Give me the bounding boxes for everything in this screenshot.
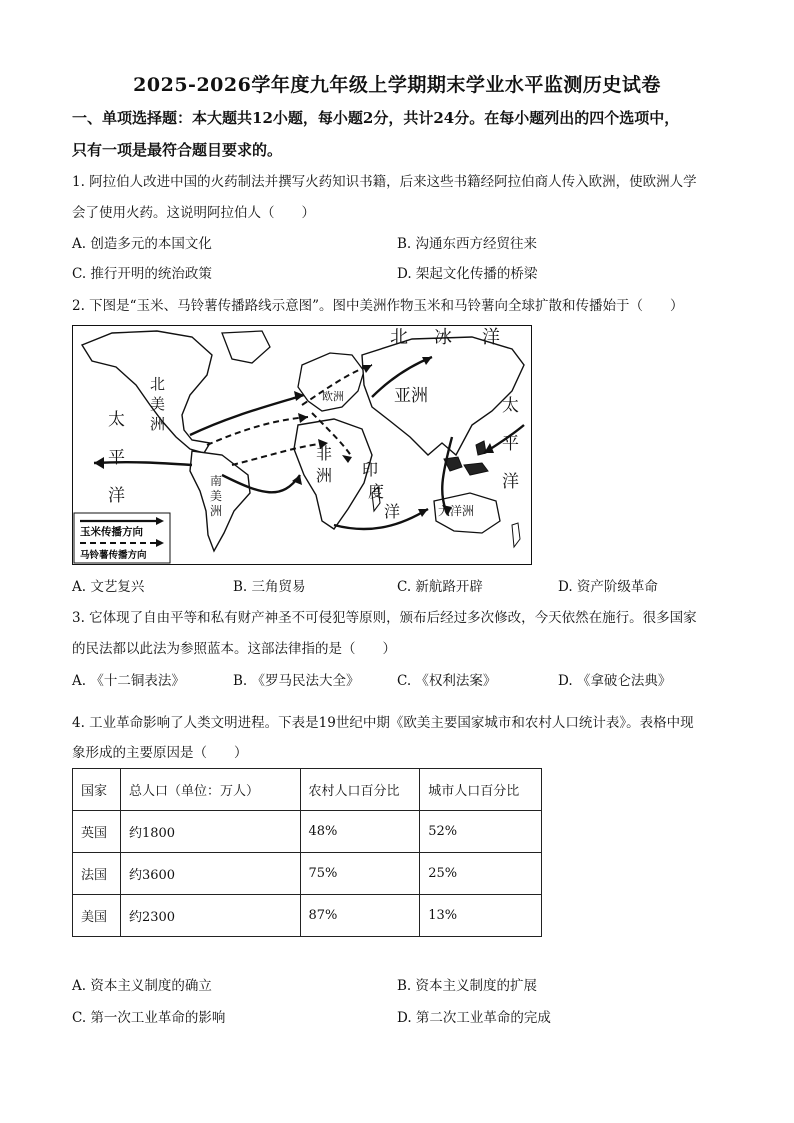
- q3-stem-line1: 3. 它体现了自由平等和私有财产神圣不可侵犯等原则，颁布后经过多次修改，今天依然在施行。很多国家: [72, 610, 697, 626]
- q1-stem-line2: 会了使用火药。这说明阿拉伯人（ ）: [72, 205, 315, 221]
- q4-stem-line2: 象形成的主要原因是（ ）: [72, 745, 248, 761]
- q4-option-a[interactable]: A. 资本主义制度的确立: [72, 978, 212, 994]
- q4-option-c[interactable]: C. 第一次工业革命的影响: [72, 1010, 226, 1026]
- table-cell: 75%: [300, 853, 420, 895]
- legend-corn: 玉米传播方向: [80, 526, 143, 538]
- label-pacific-left-1: 太: [108, 410, 125, 430]
- label-india-ocean-1: 印: [362, 460, 379, 479]
- label-north-america-2: 美: [150, 395, 166, 413]
- label-pacific-right-3: 洋: [502, 472, 519, 492]
- label-oceania: 大洋洲: [438, 504, 475, 518]
- label-north-ocean-1: 北: [390, 327, 408, 348]
- table-header-row: [73, 769, 542, 811]
- label-pacific-left-3: 洋: [108, 486, 125, 506]
- label-pacific-right-1: 太: [502, 396, 519, 416]
- label-south-america-1: 南: [210, 474, 223, 488]
- table-row: [73, 853, 542, 895]
- label-south-america-3: 洲: [210, 504, 223, 518]
- q3-option-b[interactable]: B. 《罗马民法大全》: [233, 673, 360, 689]
- table-cell: 约2300: [120, 895, 300, 937]
- q4-option-b[interactable]: B. 资本主义制度的扩展: [397, 978, 538, 994]
- table-cell: 英国: [73, 811, 121, 853]
- table-cell: 52%: [420, 811, 542, 853]
- exam-title: 2025-2026学年度九年级上学期期末学业水平监测历史试卷: [133, 74, 661, 96]
- table-row: [73, 811, 542, 853]
- table-cell: 87%: [300, 895, 420, 937]
- q1-option-c[interactable]: C. 推行开明的统治政策: [72, 266, 212, 282]
- q3-option-d[interactable]: D. 《拿破仑法典》: [558, 673, 672, 689]
- legend-potato: 马铃薯传播方向: [80, 550, 147, 561]
- label-africa-2: 洲: [316, 466, 333, 485]
- label-south-america-2: 美: [210, 489, 223, 503]
- label-pacific-right-2: 平: [502, 434, 519, 454]
- q2-option-b[interactable]: B. 三角贸易: [233, 579, 306, 595]
- label-asia: 亚洲: [394, 386, 428, 406]
- table-cell: 约3600: [120, 853, 300, 895]
- q3-stem-line2: 的民法都以此法为参照蓝本。这部法律指的是（ ）: [72, 641, 396, 657]
- section-heading-line2: 只有一项是最符合题目要求的。: [72, 141, 283, 159]
- q4-option-d[interactable]: D. 第二次工业革命的完成: [397, 1010, 551, 1026]
- q1-option-d[interactable]: D. 架起文化传播的桥梁: [397, 266, 538, 282]
- q1-stem-line1: 1. 阿拉伯人改进中国的火药制法并撰写火药知识书籍，后来这些书籍经阿拉伯商人传入欧洲，使欧洲人学: [72, 174, 697, 190]
- map-legend: [74, 513, 170, 563]
- table-header-cell: 城市人口百分比: [420, 769, 542, 811]
- q1-option-b[interactable]: B. 沟通东西方经贸往来: [397, 236, 538, 252]
- table-cell: 美国: [73, 895, 121, 937]
- label-north-america-3: 洲: [150, 415, 166, 433]
- q4-stem-line1: 4. 工业革命影响了人类文明进程。下表是19世纪中期《欧美主要国家城市和农村人口统计表》。表格中现: [72, 715, 694, 731]
- q2-option-a[interactable]: A. 文艺复兴: [72, 579, 145, 595]
- table-cell: 法国: [73, 853, 121, 895]
- table-cell: 约1800: [120, 811, 300, 853]
- label-pacific-left-2: 平: [108, 448, 125, 468]
- table-cell: 25%: [420, 853, 542, 895]
- table-header-cell: 总人口（单位：万人）: [120, 769, 300, 811]
- q2-stem-line1: 2. 下图是“玉米、马铃薯传播路线示意图”。图中美洲作物玉米和马铃薯向全球扩散和传播始于（ ）: [72, 298, 684, 314]
- label-north-ocean-3: 洋: [482, 327, 500, 348]
- table-header-cell: 国家: [73, 769, 121, 811]
- crop-spread-map: [72, 325, 532, 565]
- q3-option-c[interactable]: C. 《权利法案》: [397, 673, 497, 689]
- label-north-ocean-2: 冰: [434, 327, 452, 348]
- table-row: [73, 895, 542, 937]
- label-africa-1: 非: [316, 444, 333, 463]
- label-india-ocean-3: 洋: [384, 502, 401, 521]
- table-header-cell: 农村人口百分比: [300, 769, 420, 811]
- label-europe: 欧洲: [322, 390, 344, 403]
- q2-option-d[interactable]: D. 资产阶级革命: [558, 579, 658, 595]
- population-table: [72, 768, 542, 937]
- table-cell: 48%: [300, 811, 420, 853]
- section-heading-line1: 一、单项选择题：本大题共12小题，每小题2分，共计24分。在每小题列出的四个选项中，: [72, 109, 680, 127]
- q2-option-c[interactable]: C. 新航路开辟: [397, 579, 483, 595]
- table-cell: 13%: [420, 895, 542, 937]
- q3-option-a[interactable]: A. 《十二铜表法》: [72, 673, 185, 689]
- q1-option-a[interactable]: A. 创造多元的本国文化: [72, 236, 212, 252]
- label-north-america-1: 北: [150, 375, 166, 393]
- label-india-ocean-2: 度: [368, 482, 385, 501]
